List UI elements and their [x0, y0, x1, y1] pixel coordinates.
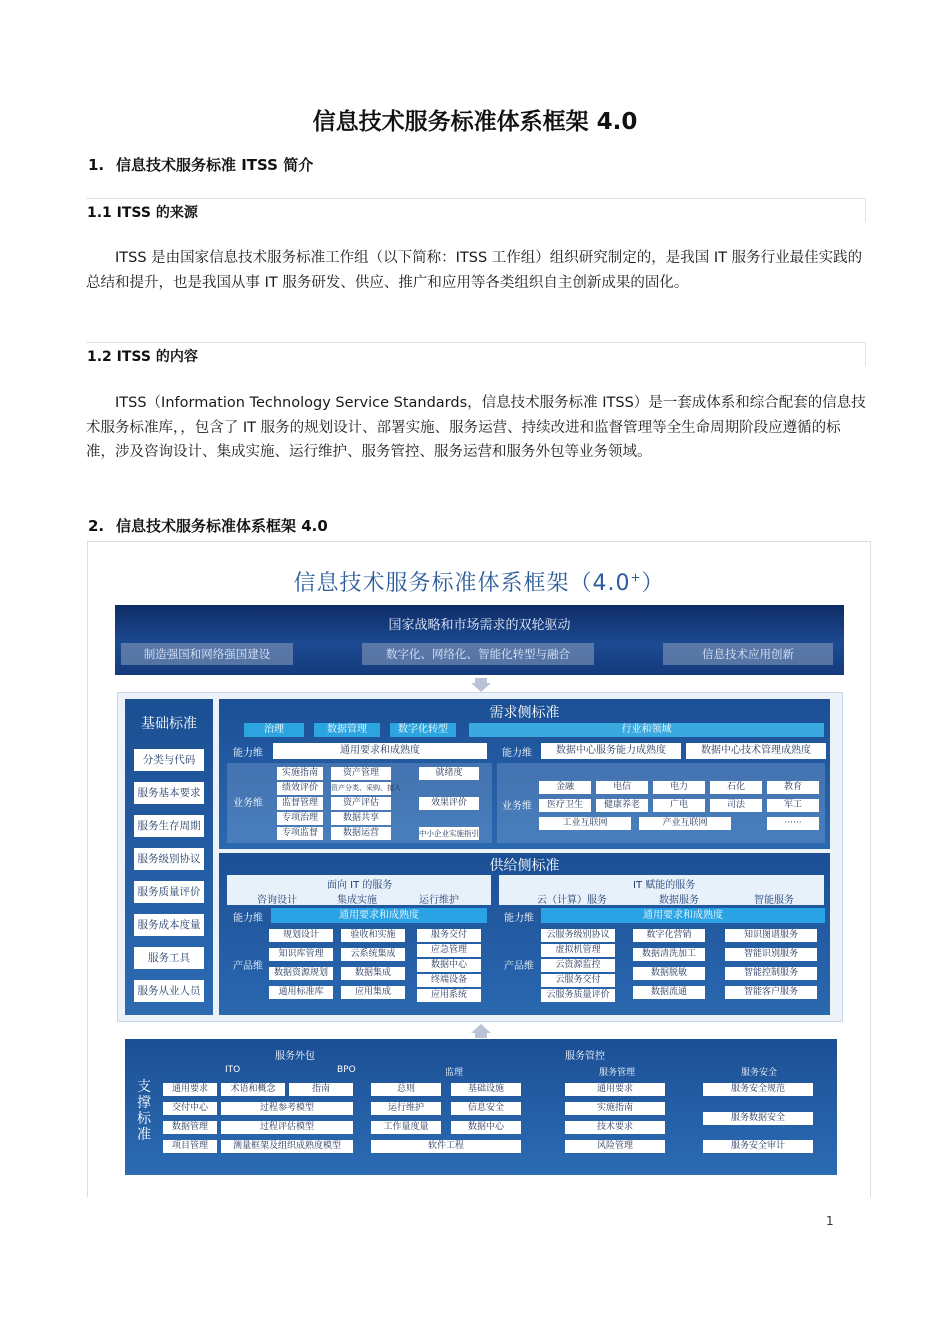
ito-item: 交付中心 [163, 1102, 217, 1115]
ito-item: 项目管理 [163, 1140, 217, 1153]
figure-title: 信息技术服务标准体系框架（4.0+） [293, 570, 665, 596]
bpo-item: 过程参考模型 [221, 1102, 353, 1115]
digital-item: 中小企业实施指引 [419, 829, 479, 838]
product-dim-label: 产品维 [504, 961, 534, 972]
support-standards-title: 支撑标准 [137, 1079, 151, 1143]
supply-tab: 云（计算）服务 [537, 895, 607, 906]
data-service-item: 数据流通 [633, 986, 705, 999]
cloud-item: 云服务交付 [541, 974, 615, 987]
supply-tab: 智能服务 [754, 895, 794, 906]
gov-item: 绩效评价 [277, 782, 323, 795]
industry-item: 石化 [710, 781, 762, 794]
data-service-item: 数据清洗加工 [633, 948, 705, 961]
integ-item: 云系统集成 [341, 948, 405, 961]
supply-cap-right: 通用要求和成熟度 [541, 908, 825, 923]
mgmt-item: 通用要求 [565, 1083, 665, 1096]
smart-service-item: 智能识别服务 [725, 948, 817, 961]
down-arrow-icon [471, 683, 491, 692]
data-service-item: 数字化营销 [633, 929, 705, 942]
base-item: 服务从业人员 [134, 980, 204, 1002]
subsection-title: 1.1 ITSS 的来源 [87, 205, 198, 221]
ops-item: 服务交付 [417, 929, 481, 942]
driver-item: 数字化、网络化、智能化转型与融合 [362, 643, 594, 665]
industry-item: 金融 [539, 781, 591, 794]
capability-dim-label: 能力维 [502, 748, 532, 759]
bpo-item: 术语和概念 [221, 1083, 285, 1096]
supply-side-title: 供给侧标准 [489, 858, 560, 874]
consult-item: 知识库管理 [269, 948, 333, 961]
supply-tab: 集成实施 [337, 895, 377, 906]
data-item: 资产分类、采购、接入 [331, 782, 391, 795]
demand-cap-left: 通用要求和成熟度 [273, 743, 487, 759]
base-item: 服务基本要求 [134, 782, 204, 804]
cloud-item: 云资源监控 [541, 959, 615, 972]
gov-item: 实施指南 [277, 767, 323, 780]
control-title: 服务管控 [565, 1051, 605, 1062]
integ-item: 数据集成 [341, 967, 405, 980]
supervise-item: 软件工程 [371, 1140, 521, 1153]
ops-item: 应急管理 [417, 944, 481, 957]
industry-item: 产业互联网 [639, 817, 731, 830]
base-item: 服务成本度量 [134, 914, 204, 936]
page-number: 1 [826, 1214, 834, 1228]
base-item: 服务级别协议 [134, 848, 204, 870]
business-dim-label: 业务维 [233, 798, 263, 809]
business-dim-label: 业务维 [502, 801, 532, 812]
smart-service-item: 智能客户服务 [725, 986, 817, 999]
security-item: 服务数据安全 [703, 1112, 813, 1125]
subsection-1-1-heading [86, 198, 866, 222]
industry-item: 电信 [596, 781, 648, 794]
data-service-item: 数据脱敏 [633, 967, 705, 980]
demand-tab: 治理 [244, 723, 304, 737]
industry-item: 司法 [710, 799, 762, 812]
mgmt-item: 技术要求 [565, 1121, 665, 1134]
gov-item: 专项监督 [277, 827, 323, 840]
data-item: 资产管理 [331, 767, 391, 780]
supervise-item: 信息安全 [451, 1102, 521, 1115]
data-item: 资产评估 [331, 797, 391, 810]
security-item: 服务安全审计 [703, 1140, 813, 1153]
section-1-heading [88, 154, 313, 175]
ito-item: 通用要求 [163, 1083, 217, 1096]
outsourcing-title: 服务外包 [275, 1051, 315, 1062]
mgmt-item: 风险管理 [565, 1140, 665, 1153]
section-number: 1. [88, 156, 105, 174]
supervise-item: 总则 [371, 1083, 441, 1096]
product-dim-label: 产品维 [233, 961, 263, 972]
industry-item: 教育 [767, 781, 819, 794]
base-item: 服务质量评价 [134, 881, 204, 903]
bpo-head: BPO [337, 1065, 356, 1075]
subsection-1-2-heading [86, 342, 866, 366]
up-arrow-stem [475, 1033, 487, 1038]
section-title: 信息技术服务标准 ITSS 简介 [116, 156, 314, 174]
base-standards-title: 基础标准 [141, 716, 197, 732]
bpo-item: 指南 [289, 1083, 353, 1096]
driver-item: 制造强国和网络强国建设 [121, 643, 293, 665]
consult-item: 数据资源规划 [269, 967, 333, 980]
cloud-item: 虚拟机管理 [541, 944, 615, 957]
consult-item: 规划设计 [269, 929, 333, 942]
paragraph-itss-origin: ITSS 是由国家信息技术服务标准工作组（以下简称：ITSS 工作组）组织研究制定的，是我国 IT 服务行业最佳实践的总结和提升，也是我国从事 IT 服务研发、供应、推广和应用等各类组织自主创新成果的固化。 [86, 250, 863, 291]
industry-item: ······ [767, 817, 819, 830]
base-item: 服务工具 [134, 947, 204, 969]
driver-heading: 国家战略和市场需求的双轮驱动 [388, 618, 571, 633]
capability-dim-label: 能力维 [233, 748, 263, 759]
digital-item: 就绪度 [419, 767, 479, 780]
industry-item: 广电 [653, 799, 705, 812]
ito-item: 数据管理 [163, 1121, 217, 1134]
cloud-item: 云服务质量评价 [541, 989, 615, 1002]
integ-item: 应用集成 [341, 986, 405, 999]
driver-item: 信息技术应用创新 [663, 643, 833, 665]
base-item: 分类与代码 [134, 749, 204, 771]
demand-tab-industry: 行业和领域 [469, 723, 824, 737]
industry-item: 电力 [653, 781, 705, 794]
ops-item: 终端设备 [417, 974, 481, 987]
smart-service-item: 知识图谱服务 [725, 929, 817, 942]
paragraph-itss-content: ITSS（Information Technology Service Standards，信息技术服务标准 ITSS）是一套成体系和综合配套的信息技术服务标准库，，包含了 IT 服务的规划设计、部署实施、服务运营、持续改进和监督管理等全生命周期阶段应遵循的标准，涉及咨询设计、集成实施、运行维护、服务管控、服务运营和服务外包等业务领域。 [86, 395, 866, 460]
capability-dim-label: 能力维 [504, 913, 534, 924]
section-2-heading [88, 515, 328, 536]
supply-tab: 咨询设计 [257, 895, 297, 906]
security-item: 服务安全规范 [703, 1083, 813, 1096]
gov-item: 监督管理 [277, 797, 323, 810]
supervise-head: 监理 [445, 1068, 464, 1078]
base-standards-column [125, 699, 213, 1015]
driver-band [115, 605, 844, 675]
bpo-item: 测量框架及组织成熟度模型 [221, 1140, 353, 1153]
industry-item: 军工 [767, 799, 819, 812]
support-standards-zone [125, 1039, 837, 1175]
base-item: 服务生存周期 [134, 815, 204, 837]
ito-head: ITO [225, 1065, 241, 1075]
supply-tab: 数据服务 [659, 895, 699, 906]
digital-item: 效果评价 [419, 797, 479, 810]
smart-service-item: 智能控制服务 [725, 967, 817, 980]
demand-tab: 数字化转型 [390, 723, 456, 737]
bpo-item: 过程评估模型 [221, 1121, 353, 1134]
demand-tab: 数据管理 [314, 723, 380, 737]
ops-item: 应用系统 [417, 989, 481, 1002]
industry-item: 工业互联网 [539, 817, 631, 830]
gov-item: 专项治理 [277, 812, 323, 825]
supply-side-zone [219, 853, 830, 1015]
up-arrow-icon [471, 1024, 491, 1033]
data-item: 数据共享 [331, 812, 391, 825]
supervise-item: 运行维护 [371, 1102, 441, 1115]
capability-dim-label: 能力维 [233, 913, 263, 924]
demand-cap-right: 数据中心技术管理成熟度 [686, 743, 826, 759]
page-title: 信息技术服务标准体系框架 4.0 [312, 109, 638, 135]
it-oriented-title: 面向 IT 的服务 [327, 880, 393, 891]
data-item: 数据运营 [331, 827, 391, 840]
it-enabled-title: IT 赋能的服务 [633, 880, 696, 891]
demand-side-zone [219, 699, 830, 849]
industry-item: 医疗卫生 [539, 799, 591, 812]
section-number: 2. [88, 517, 105, 535]
supervise-item: 数据中心 [451, 1121, 521, 1134]
supervise-item: 工作量度量 [371, 1121, 441, 1134]
security-head: 服务安全 [741, 1068, 778, 1078]
mgmt-item: 实施指南 [565, 1102, 665, 1115]
integ-item: 验收和实施 [341, 929, 405, 942]
mgmt-head: 服务管理 [599, 1068, 636, 1078]
consult-item: 通用标准库 [269, 986, 333, 999]
demand-cap-right: 数据中心服务能力成熟度 [541, 743, 681, 759]
supply-tab: 运行维护 [419, 895, 459, 906]
supervise-item: 基础设施 [451, 1083, 521, 1096]
industry-item: 健康养老 [596, 799, 648, 812]
demand-side-title: 需求侧标准 [489, 705, 560, 721]
section-title: 信息技术服务标准体系框架 4.0 [116, 517, 328, 535]
supply-cap-left: 通用要求和成熟度 [271, 908, 487, 923]
framework-figure [87, 541, 871, 1197]
ops-item: 数据中心 [417, 959, 481, 972]
subsection-title: 1.2 ITSS 的内容 [87, 349, 198, 365]
cloud-item: 云服务级别协议 [541, 929, 615, 942]
